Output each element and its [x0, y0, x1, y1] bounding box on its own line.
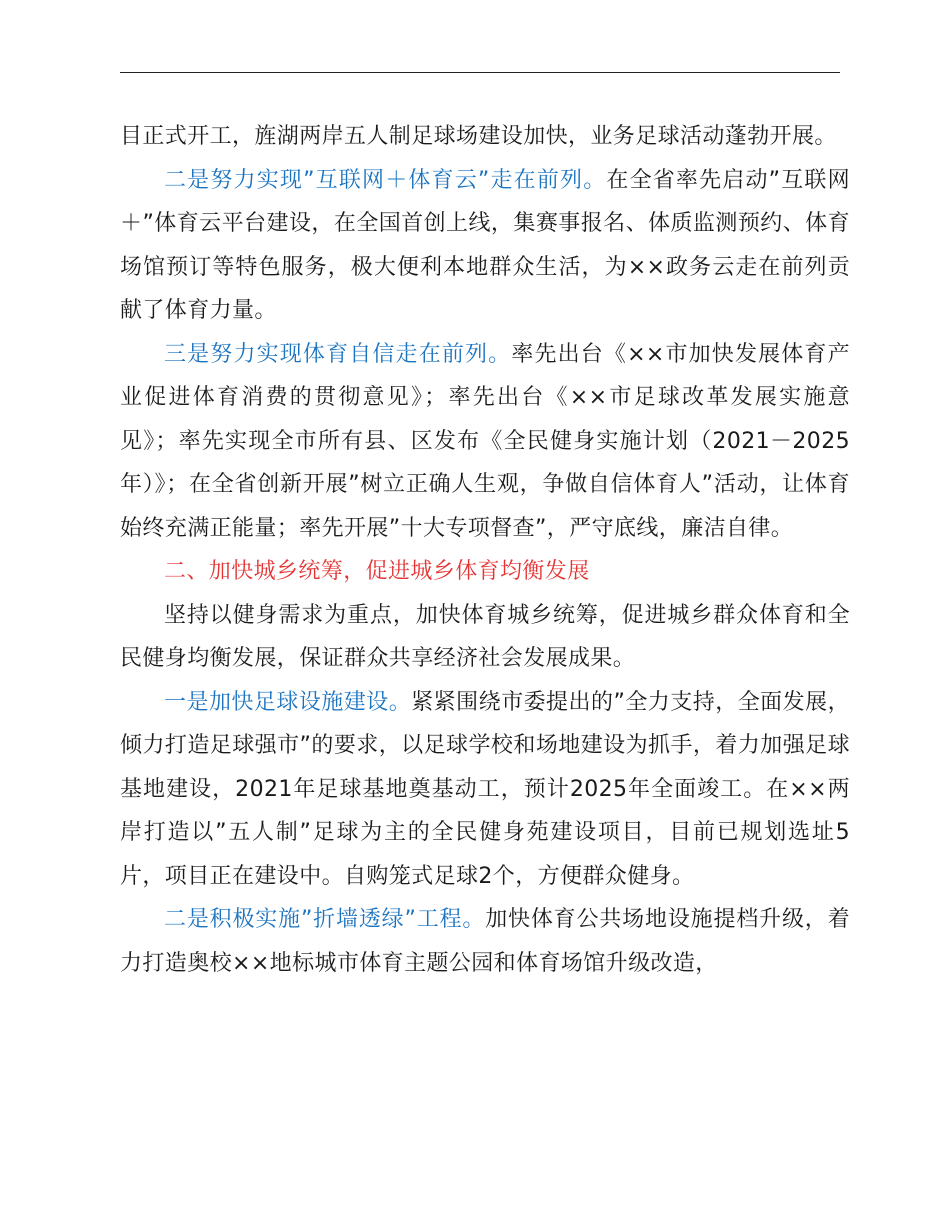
paragraph-text: 率先出台《××市加快发展体育产业促进体育消费的贯彻意见》；率先出台《××市足球改革发展实施意见》；率先实现全市所有县、区发布《全民健身实施计划（2021－2025年）》；在全省创新开展”树立正确人生观，争做自信体育人”活动，让体育始终充满正能量；率先开展”十大专项督查”，严守底线，廉洁自律。	[120, 341, 850, 541]
section-heading	[120, 550, 850, 594]
header-rule	[120, 72, 840, 73]
paragraph-internet-sports-cloud	[120, 159, 850, 333]
paragraph-lead-heading: 一是加快足球设施建设。	[164, 689, 412, 715]
paragraph-wall-greening	[120, 898, 850, 985]
document-body	[120, 115, 850, 985]
paragraph-lead-heading: 三是努力实现体育自信走在前列。	[164, 341, 512, 367]
section-heading-text: 二、加快城乡统筹，促进城乡体育均衡发展	[164, 559, 590, 584]
paragraph-text: 目正式开工，旌湖两岸五人制足球场建设加快，业务足球活动蓬勃开展。	[120, 124, 837, 149]
paragraph-continuation	[120, 115, 850, 159]
paragraph-text: 紧紧围绕市委提出的”全力支持，全面发展，倾力打造足球强市”的要求，以足球学校和场地建设为抓手，着力加强足球基地建设，2021年足球基地奠基动工，预计2025年全面竣工。在××两岸打造以”五人制”足球为主的全民健身苑建设项目，目前已规划选址5片，项目正在建设中。自购笼式足球2个，方便群众健身。	[120, 689, 850, 889]
paragraph-lead-heading: 二是努力实现”互联网＋体育云”走在前列。	[164, 167, 607, 193]
paragraph-text: 坚持以健身需求为重点，加快体育城乡统筹，促进城乡群众体育和全民健身均衡发展，保证群众共享经济社会发展成果。	[120, 602, 850, 671]
paragraph-sports-confidence	[120, 333, 850, 551]
paragraph-lead-heading: 二是积极实施”折墙透绿”工程。	[164, 907, 486, 932]
paragraph-section-intro	[120, 594, 850, 681]
paragraph-text: 在全省率先启动”互联网＋”体育云平台建设，在全国首创上线，集赛事报名、体质监测预约、体育场馆预订等特色服务，极大便利本地群众生活，为××政务云走在前列贡献了体育力量。	[120, 167, 850, 323]
paragraph-text: 加快体育公共场地设施提档升级，着力打造奥校××地标城市体育主题公园和体育场馆升级改造，	[120, 907, 851, 976]
paragraph-football-facilities	[120, 681, 850, 899]
